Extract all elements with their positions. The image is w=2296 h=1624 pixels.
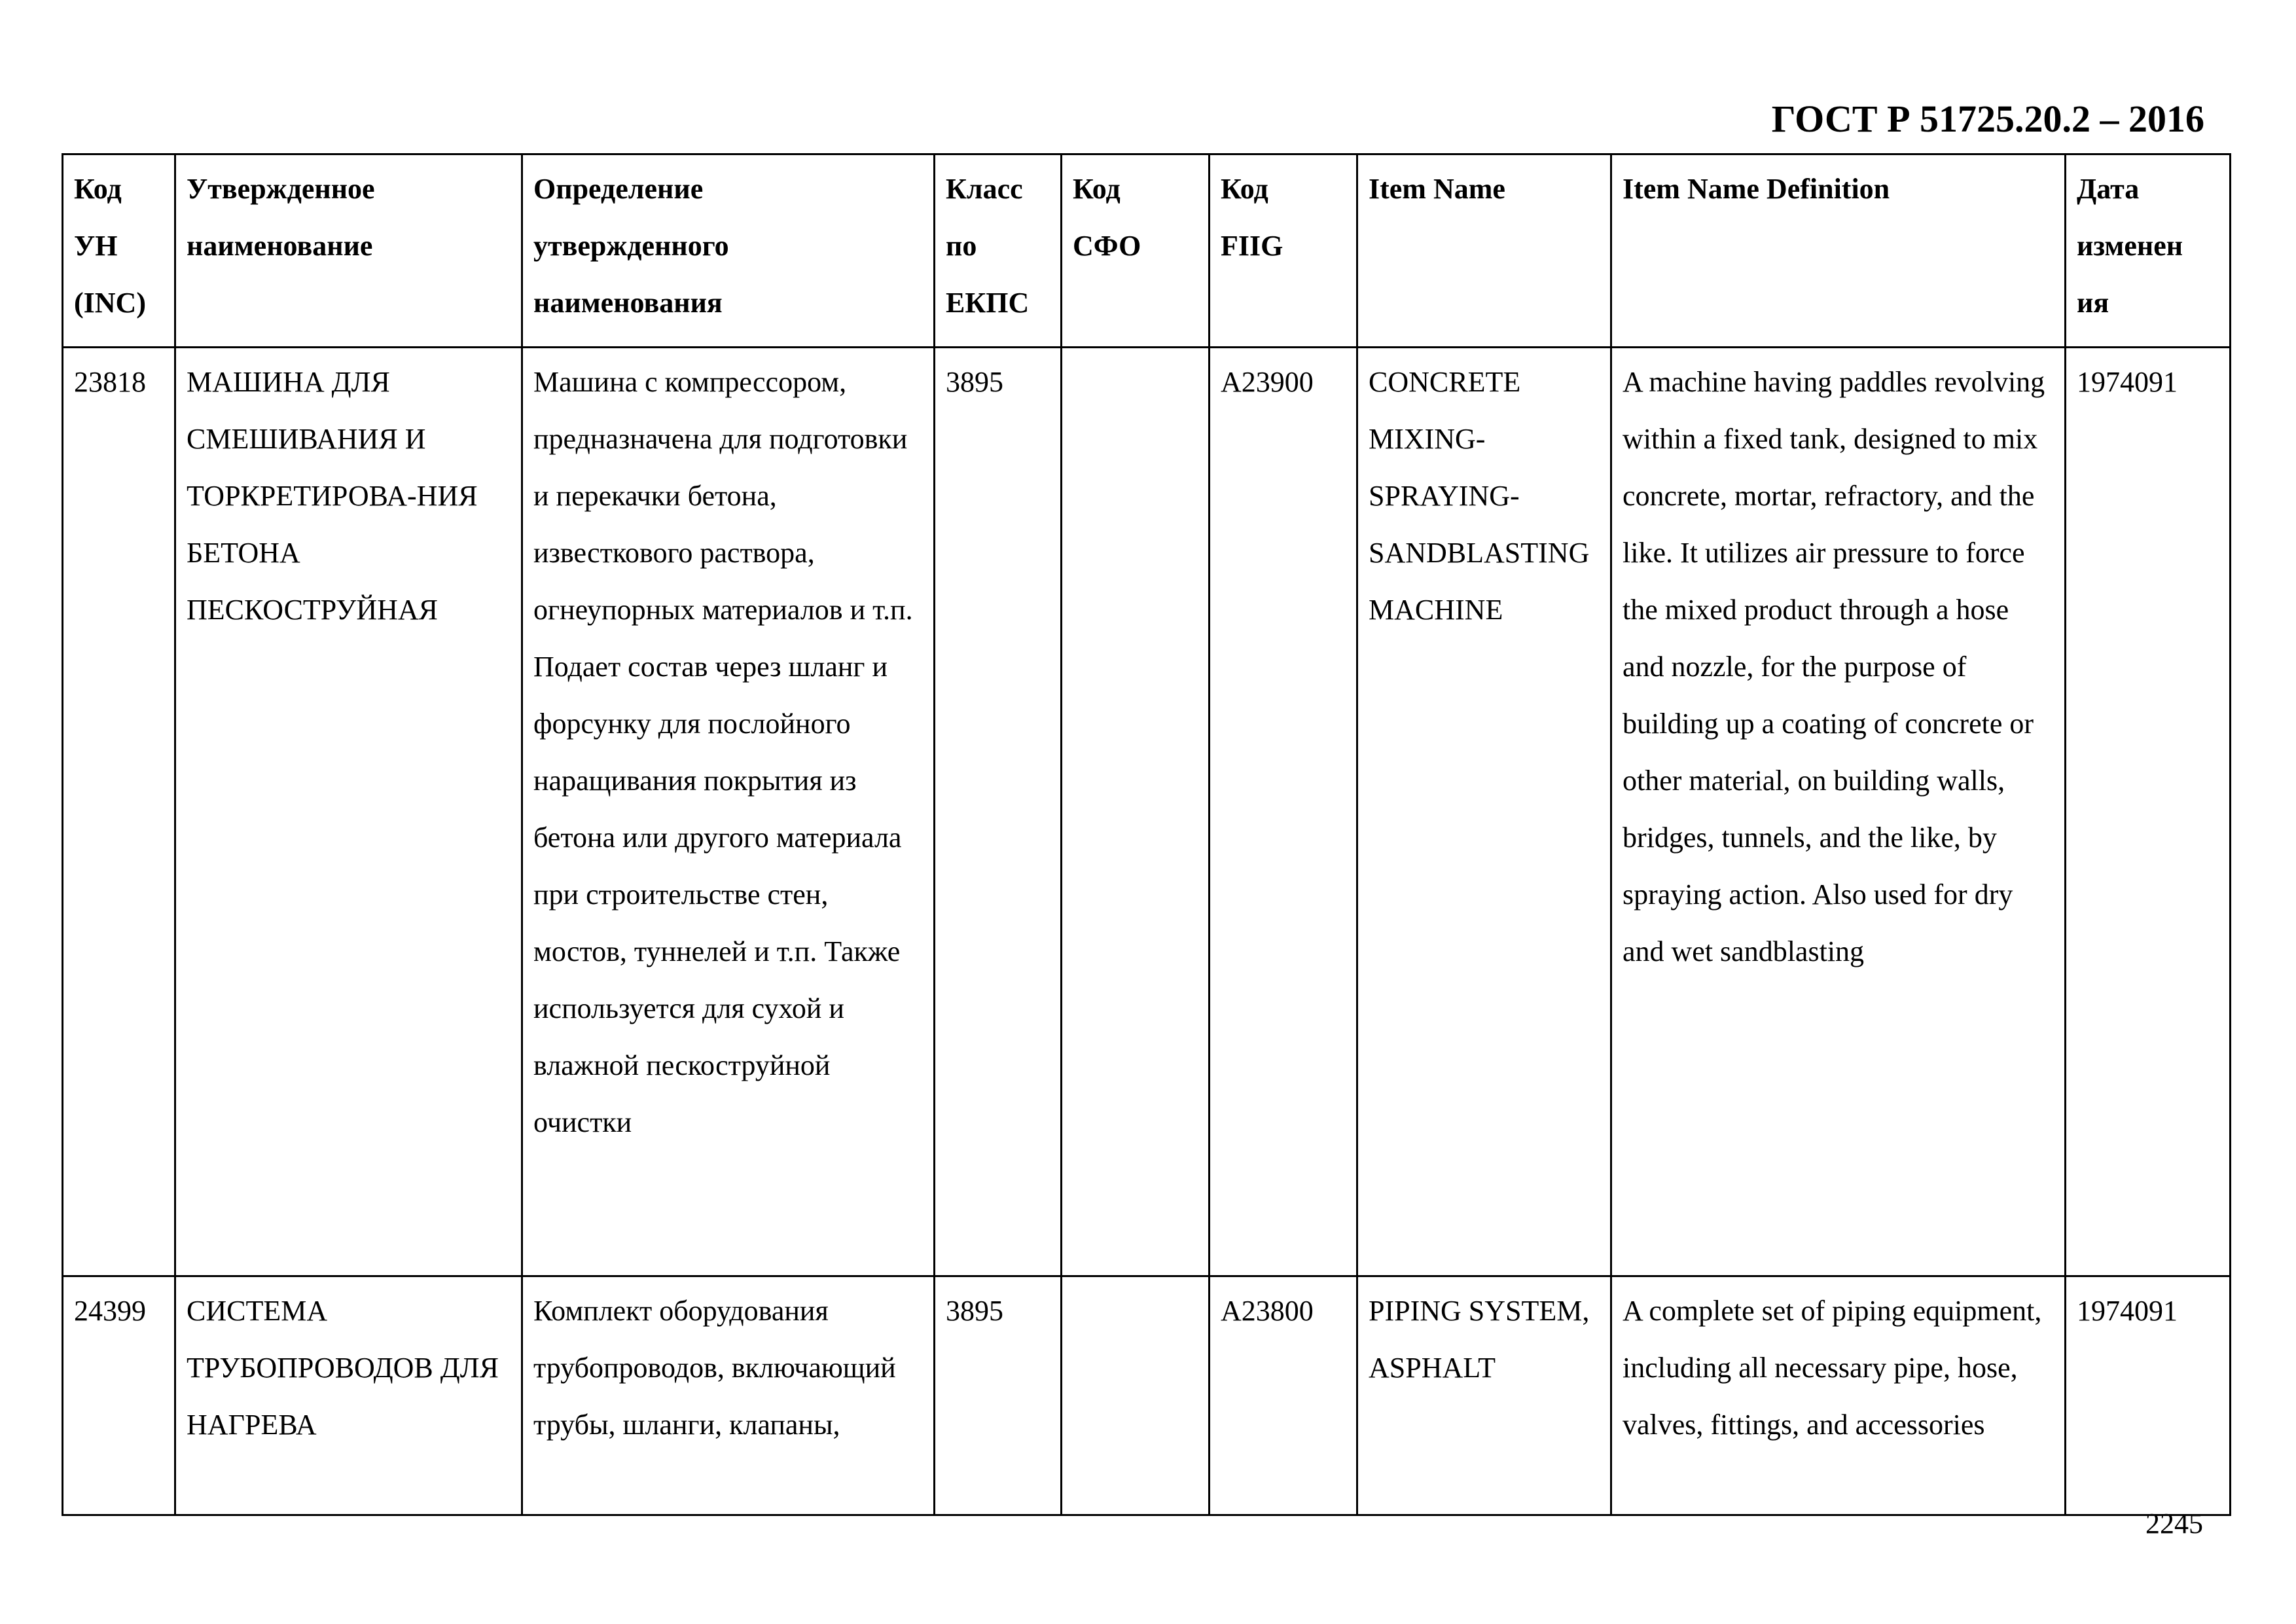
column-header-change-date — [2066, 154, 2231, 348]
table-row — [63, 348, 2231, 1276]
cell-fiig-code: A23800 — [1210, 1276, 1357, 1515]
column-header-definition-ru — [522, 154, 935, 348]
column-header-fiig-code — [1210, 154, 1357, 348]
cell-change-date: 1974091 — [2066, 348, 2231, 1276]
column-header-line: (INC) — [74, 287, 146, 319]
cell-inc: 23818 — [63, 348, 175, 1276]
column-header-item-name — [1357, 154, 1611, 348]
page-number: 2245 — [2145, 1507, 2203, 1540]
column-header-sfo-code — [1062, 154, 1210, 348]
cell-sfo-code — [1062, 1276, 1210, 1515]
column-header-line: Утвержденное — [187, 173, 375, 205]
cell-definition-ru: Машина с компрессором, предназначена для подготовки и перекачки бетона, известкового раствора, огнеупорных материалов и т.п. Подает состав через шланг и форсунку для послойного наращивания покрытия из бетона или другого материала при строительстве стен, мостов, туннелей и т.п. Также используется для сухой и влажной пескоструйной очистки — [522, 348, 935, 1276]
column-header-line: утвержденного — [533, 230, 729, 262]
document-standard-title: ГОСТ Р 51725.20.2 – 2016 — [1771, 98, 2204, 140]
cell-item-definition: A complete set of piping equipment, including all necessary pipe, hose, valves, fittings, and accessories — [1611, 1276, 2066, 1515]
cell-definition-ru: Комплект оборудования трубопроводов, включающий трубы, шланги, клапаны, — [522, 1276, 935, 1515]
cell-item-definition: A machine having paddles revolving within a fixed tank, designed to mix concrete, mortar, refractory, and the like. It utilizes air pressure to force the mixed product through a hose and nozzle, for the purpose of building up a coating of concrete or other material, on building walls, bridges, tunnels, and the like, by spraying action. Also used for dry and wet sandblasting — [1611, 348, 2066, 1276]
column-header-ekps-class — [935, 154, 1062, 348]
cell-ekps-class: 3895 — [935, 348, 1062, 1276]
column-header-approved-name — [175, 154, 522, 348]
column-header-line: FIIG — [1221, 230, 1283, 262]
column-header-line: Класс — [946, 173, 1023, 205]
column-header-line: Код — [1073, 173, 1121, 205]
cell-inc: 24399 — [63, 1276, 175, 1515]
column-header-line: Код — [1221, 173, 1268, 205]
cell-ekps-class: 3895 — [935, 1276, 1062, 1515]
cell-change-date: 1974091 — [2066, 1276, 2231, 1515]
catalog-table — [62, 153, 2231, 1516]
cell-item-name: PIPING SYSTEM, ASPHALT — [1357, 1276, 1611, 1515]
column-header-line: наименование — [187, 230, 373, 262]
table-row — [63, 1276, 2231, 1515]
column-header-line: по — [946, 230, 977, 262]
cell-approved-name: МАШИНА ДЛЯ СМЕШИВАНИЯ И ТОРКРЕТИРОВА-НИЯ БЕТОНА ПЕСКОСТРУЙНАЯ — [175, 348, 522, 1276]
cell-item-name: CONCRETE MIXING-SPRAYING-SANDBLASTING MACHINE — [1357, 348, 1611, 1276]
column-header-line: ия — [2077, 287, 2109, 319]
column-header-line: наименования — [533, 287, 723, 319]
cell-approved-name: СИСТЕМА ТРУБОПРОВОДОВ ДЛЯ НАГРЕВА — [175, 1276, 522, 1515]
column-header-line: Дата — [2077, 173, 2140, 205]
column-header-line: Код — [74, 173, 122, 205]
column-header-line: ЕКПС — [946, 287, 1030, 319]
cell-fiig-code: A23900 — [1210, 348, 1357, 1276]
column-header-line: Определение — [533, 173, 704, 205]
column-header-line: Item Name Definition — [1623, 173, 1890, 205]
table-header-row — [63, 154, 2231, 348]
column-header-line: СФО — [1073, 230, 1141, 262]
column-header-line: Item Name — [1369, 173, 1505, 205]
cell-sfo-code — [1062, 348, 1210, 1276]
column-header-line: УН — [74, 230, 118, 262]
column-header-item-name-definition — [1611, 154, 2066, 348]
column-header-line: изменен — [2077, 230, 2183, 262]
column-header-inc — [63, 154, 175, 348]
